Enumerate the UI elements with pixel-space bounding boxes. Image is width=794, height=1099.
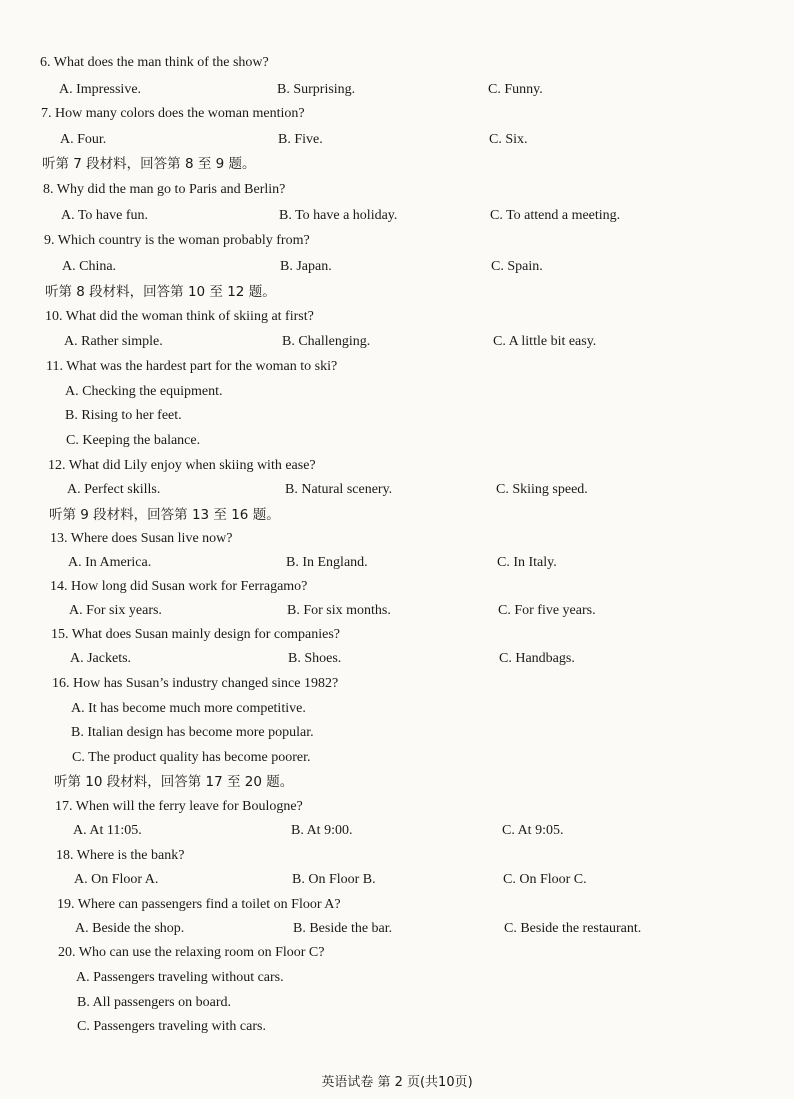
question-text: 20. Who can use the relaxing room on Floor C? — [58, 945, 325, 960]
section-instruction: 听第 8 段材料，回答第 10 至 12 题。 — [45, 284, 276, 300]
question-text: 14. How long did Susan work for Ferragamo? — [50, 579, 308, 594]
answer-option: B. Italian design has become more popular. — [71, 725, 314, 740]
answer-option: A. Rather simple. — [64, 334, 163, 349]
answer-option: A. In America. — [68, 555, 152, 570]
answer-option: B. For six months. — [287, 603, 391, 618]
answer-option: A. Jackets. — [70, 651, 132, 666]
answer-option: B. In England. — [286, 555, 368, 570]
question-text: 12. What did Lily enjoy when skiing with ease? — [48, 458, 316, 473]
answer-option: C. For five years. — [498, 603, 596, 618]
answer-option: B. Japan. — [280, 259, 332, 274]
answer-option: B. Five. — [278, 132, 323, 147]
answer-option: C. Skiing speed. — [496, 482, 588, 497]
answer-option: B. Surprising. — [277, 82, 356, 97]
answer-option: B. Natural scenery. — [285, 482, 393, 497]
answer-option: A. Four. — [60, 132, 107, 147]
answer-option: B. To have a holiday. — [279, 208, 398, 223]
section-instruction: 听第 7 段材料，回答第 8 至 9 题。 — [42, 156, 256, 172]
answer-option: A. Impressive. — [59, 82, 142, 97]
answer-option: C. On Floor C. — [503, 872, 587, 887]
question-text: 10. What did the woman think of skiing at first? — [45, 309, 314, 324]
answer-option: A. Passengers traveling without cars. — [76, 970, 284, 985]
section-instruction: 听第 10 段材料，回答第 17 至 20 题。 — [54, 774, 294, 790]
answer-option: C. Six. — [489, 132, 528, 147]
answer-option: B. On Floor B. — [292, 872, 376, 887]
answer-option: A. Beside the shop. — [75, 921, 185, 936]
answer-option: A. It has become much more competitive. — [71, 701, 306, 716]
answer-option: B. Challenging. — [282, 334, 371, 349]
answer-option: B. Shoes. — [288, 651, 342, 666]
question-text: 9. Which country is the woman probably from? — [44, 233, 310, 248]
answer-option: A. Perfect skills. — [67, 482, 161, 497]
answer-option: A. To have fun. — [61, 208, 149, 223]
answer-option: C. Keeping the balance. — [66, 433, 201, 448]
answer-option: A. At 11:05. — [73, 823, 142, 838]
answer-option: B. All passengers on board. — [77, 995, 231, 1010]
question-text: 18. Where is the bank? — [56, 848, 185, 863]
question-text: 6. What does the man think of the show? — [40, 55, 269, 70]
answer-option: C. Beside the restaurant. — [504, 921, 642, 936]
answer-option: C. A little bit easy. — [493, 334, 597, 349]
answer-option: A. For six years. — [69, 603, 162, 618]
question-text: 13. Where does Susan live now? — [50, 531, 233, 546]
answer-option: A. On Floor A. — [74, 872, 159, 887]
answer-option: C. The product quality has become poorer. — [72, 750, 311, 765]
question-text: 7. How many colors does the woman mention? — [41, 106, 305, 121]
answer-option: C. Funny. — [488, 82, 543, 97]
answer-option: B. At 9:00. — [291, 823, 353, 838]
question-text: 17. When will the ferry leave for Boulogne? — [55, 799, 303, 814]
question-text: 8. Why did the man go to Paris and Berlin? — [43, 182, 286, 197]
question-text: 15. What does Susan mainly design for companies? — [51, 627, 341, 642]
answer-option: A. China. — [62, 259, 117, 274]
question-text: 16. How has Susan’s industry changed since 1982? — [52, 676, 339, 691]
answer-option: A. Checking the equipment. — [65, 384, 223, 399]
answer-option: C. Spain. — [491, 259, 543, 274]
answer-option: B. Rising to her feet. — [65, 408, 182, 423]
answer-option: C. To attend a meeting. — [490, 208, 621, 223]
answer-option: C. Handbags. — [499, 651, 575, 666]
section-instruction: 听第 9 段材料，回答第 13 至 16 题。 — [49, 507, 280, 523]
question-text: 19. Where can passengers find a toilet on Floor A? — [57, 897, 341, 912]
answer-option: C. Passengers traveling with cars. — [77, 1019, 266, 1034]
page-footer: 英语试卷 第 2 页(共10页) — [321, 1075, 473, 1090]
question-text: 11. What was the hardest part for the woman to ski? — [46, 359, 338, 374]
answer-option: C. In Italy. — [497, 555, 557, 570]
answer-option: C. At 9:05. — [502, 823, 564, 838]
answer-option: B. Beside the bar. — [293, 921, 393, 936]
